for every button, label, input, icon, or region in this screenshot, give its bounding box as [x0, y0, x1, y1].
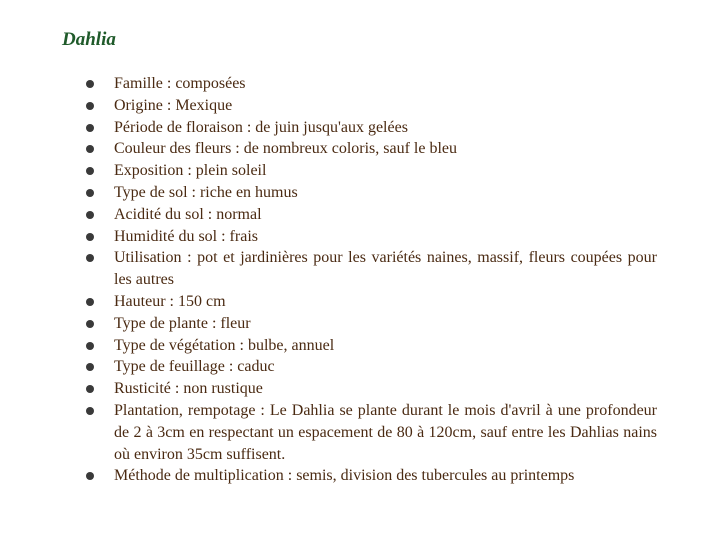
list-item-type-plante — [0, 313, 657, 335]
bullet-icon — [86, 254, 94, 262]
list-item-text: Période de floraison : de juin jusqu'aux gelées — [114, 118, 408, 136]
bullet-icon — [86, 472, 94, 480]
list-item-text: Type de plante : fleur — [114, 314, 251, 332]
bullet-icon — [86, 385, 94, 393]
bullet-icon — [86, 407, 94, 415]
list-item-exposition — [0, 160, 657, 182]
list-item-hauteur — [0, 291, 657, 313]
bullet-icon — [86, 233, 94, 241]
list-item-text: Rusticité : non rustique — [114, 380, 263, 398]
list-item-type-vegetation — [0, 335, 657, 357]
list-item-acidite-sol — [0, 204, 657, 226]
list-item-rusticite — [0, 378, 657, 400]
list-item-text: Humidité du sol : frais — [114, 227, 258, 245]
list-item-text: Type de sol : riche en humus — [114, 183, 298, 201]
bullet-icon — [86, 145, 94, 153]
list-item-famille — [0, 73, 657, 95]
list-item-text: Type de végétation : bulbe, annuel — [114, 336, 335, 354]
list-item-text: Type de feuillage : caduc — [114, 358, 275, 376]
list-item-text: Méthode de multiplication : semis, division des tubercules au printemps — [114, 467, 575, 485]
list-item-multiplication — [0, 465, 657, 487]
list-item-type-feuillage — [0, 356, 657, 378]
bullet-icon — [86, 189, 94, 197]
bullet-icon — [86, 167, 94, 175]
bullet-icon — [86, 80, 94, 88]
list-item-humidite-sol — [0, 226, 657, 248]
list-item-text: Plantation, rempotage : Le Dahlia se plante durant le mois d'avril à une profondeur de 2 à 3cm en respectant un espacement de 80 à 120cm, sauf entre les Dahlias nains où environ 35cm suffisent. — [114, 401, 657, 463]
bullet-icon — [86, 211, 94, 219]
list-item-utilisation — [0, 247, 657, 291]
list-item-couleur-fleurs — [0, 138, 657, 160]
bullet-icon — [86, 124, 94, 132]
bullet-icon — [86, 102, 94, 110]
list-item-text: Hauteur : 150 cm — [114, 292, 226, 310]
bullet-icon — [86, 298, 94, 306]
list-item-plantation — [0, 400, 657, 465]
list-item-type-sol — [0, 182, 657, 204]
bullet-icon — [86, 342, 94, 350]
list-item-text: Exposition : plein soleil — [114, 162, 267, 180]
bullet-icon — [86, 320, 94, 328]
list-item-text: Utilisation : pot et jardinières pour les variétés naines, massif, fleurs coupées pour les autres — [114, 249, 657, 289]
list-item-text: Acidité du sol : normal — [114, 205, 262, 223]
page-title: Dahlia — [62, 29, 116, 50]
list-item-periode-floraison — [0, 117, 657, 139]
list-item-text: Couleur des fleurs : de nombreux coloris, sauf le bleu — [114, 140, 458, 158]
characteristics-list — [0, 73, 720, 487]
list-item-origine — [0, 95, 657, 117]
bullet-icon — [86, 363, 94, 371]
list-item-text: Famille : composées — [114, 75, 246, 92]
list-item-text: Origine : Mexique — [114, 96, 233, 114]
